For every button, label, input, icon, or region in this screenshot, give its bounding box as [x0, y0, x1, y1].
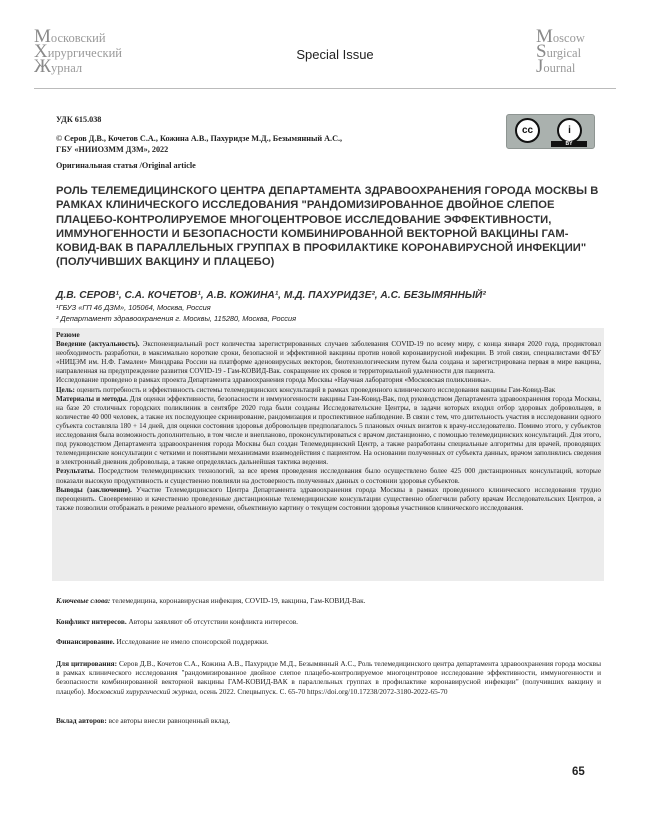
- cc-by-license-badge[interactable]: [506, 114, 595, 149]
- funding-text: Исследование не имело спонсорской поддержки.: [114, 637, 269, 646]
- citation: [56, 659, 601, 696]
- keywords-text: телемедицина, коронавирусная инфекция, COVID-19, вакцина, Гам-КОВИД-Вак.: [110, 596, 366, 605]
- header-divider: [34, 88, 616, 89]
- by-label: BY: [551, 141, 587, 147]
- results-label: Результаты.: [56, 467, 95, 476]
- intro-label: Введение (актуальность).: [56, 340, 140, 349]
- funding-label: Финансирование.: [56, 637, 115, 646]
- logo-right-line3: Journal: [536, 56, 576, 77]
- methods-label: Материалы и методы.: [56, 394, 128, 403]
- conclusions-text: Участие Телемедицинского Центра Департамента здравоохранения города Москвы в рамках проведенного клинического исследования трудно переоценить. Своевременно и качественно проведенные дистанционные телемедицинские консультации существенно облегчили работу врачам Исследовательских Центров, а также позволили отображать в режиме реального времени, объективную картину о текущем состоянии здоровья участников клинического исследования.: [56, 485, 601, 512]
- keywords: [56, 596, 601, 605]
- section-title: Special Issue: [296, 47, 374, 62]
- logo-right-line2: Surgical: [536, 41, 582, 62]
- udk-code: УДК 615.038: [56, 115, 102, 124]
- copyright-line-2: ГБУ «НИИОЗММ ДЗМ», 2022: [56, 145, 169, 154]
- abstract-heading: Резюме: [56, 331, 80, 339]
- page-number: 65: [572, 766, 585, 778]
- conflict-text: Авторы заявляют об отсутствии конфликта интересов.: [126, 617, 298, 626]
- citation-tail[interactable]: , осень 2022. Спецвыпуск. С. 65-70 https://doi.org/10.17238/2072-3180-2022-65-70: [196, 686, 448, 696]
- logo-left-line3: Журнал: [34, 56, 83, 77]
- keywords-label: Ключевые слова:: [56, 596, 111, 605]
- logo-left-line2: Хирургический: [34, 41, 122, 62]
- citation-text: Серов Д.В., Кочетов С.А., Кожина А.В., Пахуридзе М.Д., Безымянный А.С., Роль телемедицинского центра департамента здравоохранения города москвы в рамках клинического исследования "рандомизированное двойное слепое плацебо-контролируемое многоцентровое исследование эффективности, иммуногенности и безопасности комбинированной векторной вакцины ГАМ-КОВИД-ВАК в параллельных группах в профилактике коронавирусной инфекции" (получивших вакцину и плацебо).: [56, 659, 602, 696]
- author-list: Д.В. СЕРОВ¹, С.А. КОЧЕТОВ¹, А.В. КОЖИНА¹, М.Д. ПАХУРИДЗЕ², А.С. БЕЗЫМЯННЫЙ²: [56, 290, 486, 301]
- article-type: Оригинальная статья /Original article: [56, 161, 196, 170]
- contribution-text: все авторы внесли равноценный вклад.: [106, 716, 231, 725]
- abstract: [56, 331, 601, 513]
- aim-text: оценить потребность и эффективность системы телемедицинских консультаций в рамках проведенного клинического исследования вакцины Гам-Ковид-Вак: [74, 385, 556, 394]
- journal-logo-right: [536, 26, 626, 78]
- conflict-of-interest: [56, 617, 601, 626]
- attribution-icon: i: [557, 118, 582, 143]
- project-text: Исследование проведено в рамках проекта Департамента здравоохранения города Москвы «Научная лаборатория «Московская поликлиника».: [56, 376, 491, 385]
- affiliation-1: ¹ГБУЗ «ГП 46 ДЗМ», 105064, Москва, Россия: [56, 303, 211, 312]
- author-contribution: [56, 716, 601, 725]
- conclusions-label: Выводы (заключение).: [56, 485, 132, 494]
- intro-text: Экспоненциальный рост количества зарегистрированных случаев заболевания COVID-19 по всему миру, с конца января 2020 года, продиктовал необходимость разработки, в максимально короткие сроки, безопасной и эффективной вакцины против новой коронавирусной инфекции. В этой связи, специалистами ФГБУ «НИЦЭМ им. Н.Ф. Гамалеи» Минздрава России на платформе аденовирусных векторов, биотехнологическим путем была создана и зарегистрирована первая в мире вакцина, направленная на предупреждение развития COVID-19 - Гам-КОВИД-Вак. сокращение их сроков и территориальной удаленности для пациента.: [56, 340, 602, 376]
- journal-logo-left: [34, 26, 144, 78]
- conflict-label: Конфликт интересов.: [56, 617, 127, 626]
- funding: [56, 637, 601, 646]
- cc-icon: cc: [515, 118, 540, 143]
- aim-label: Цель:: [56, 385, 75, 394]
- logo-right-line1: Moscow: [536, 26, 585, 47]
- citation-label: Для цитирования:: [56, 659, 118, 668]
- citation-journal: Московский хирургический журнал: [87, 686, 197, 696]
- affiliation-2: ² Департамент здравоохранения г. Москвы, 115280, Москва, Россия: [56, 314, 297, 323]
- methods-text: Для оценки эффективности, безопасности и иммуногенности вакцины Гам-Ковид-Вак, под руководством Департамента здравоохранения города Москвы, на базе 20 столичных городских поликлиник в сентябре 2020 года были созданы Исследовательские Центры, в задачи которых входил отбор здоровых добровольцев, в количестве 40 000 человек, а также их последующее скринирование, рандомизация и проспективное наблюдение. В связи с тем, что длительность участия в исследовании одного субъекта составляла 180 + 14 дней, для оценки состояния здоровья добровольцев предполагалось 5 плановых очных визитов к врачу-исследователю. Помимо этого, у субъектов исследования была возможность дополнительно, в том числе и внепланово, проконсультироваться с врачом дистанционно, с помощью телемедицинских консультаций. Для этого, под руководством Департамента здравоохранения города Москвы был создан Телемедицинский Центр, а также разработаны специальные алгоритмы для врачей, проводящих телемедицинские консультации с четкими и понятными механизмами взаимодействия с пациентом. На основании полученных от субъекта данных, врачом заполнялись сведения в электронный дневник добровольца, а также определялась дальнейшая тактика ведения.: [56, 394, 601, 467]
- results-text: Посредством телемедицинских технологий, за все время проведения исследования было осуществлено более 425 000 дистанционных консультаций, которые показали высокую продуктивность и существенно повлияли на достоверность полученных данных о состоянии здоровья субъектов.: [56, 467, 601, 485]
- logo-left-line1: Московский: [34, 26, 106, 47]
- contribution-label: Вклад авторов:: [56, 716, 107, 725]
- article-title: РОЛЬ ТЕЛЕМЕДИЦИНСКОГО ЦЕНТРА ДЕПАРТАМЕНТА ЗДРАВООХРАНЕНИЯ ГОРОДА МОСКВЫ В РАМКАХ КЛИНИЧЕСКОГО ИССЛЕДОВАНИЯ "РАНДОМИЗИРОВАННОЕ ДВОЙНОЕ СЛЕПОЕ ПЛАЦЕБО-КОНТРОЛИРУЕМОЕ МНОГОЦЕНТРОВОЕ ИССЛЕДОВАНИЕ ЭФФЕКТИВНОСТИ, ИММУНОГЕННОСТИ И БЕЗОПАСНОСТИ КОМБИНИРОВАННОЙ ВЕКТОРНОЙ ВАКЦИНЫ ГАМ-КОВИД-ВАК В ПАРАЛЛЕЛЬНЫХ ГРУППАХ В ПРОФИЛАКТИКЕ КОРОНАВИРУСНОЙ ИНФЕКЦИИ" (ПОЛУЧИВШИХ ВАКЦИНУ И ПЛАЦЕБО): [56, 185, 599, 269]
- copyright-line-1: © Серов Д.В., Кочетов С.А., Кожина А.В., Пахуридзе М.Д., Безымянный А.С.,: [56, 134, 343, 143]
